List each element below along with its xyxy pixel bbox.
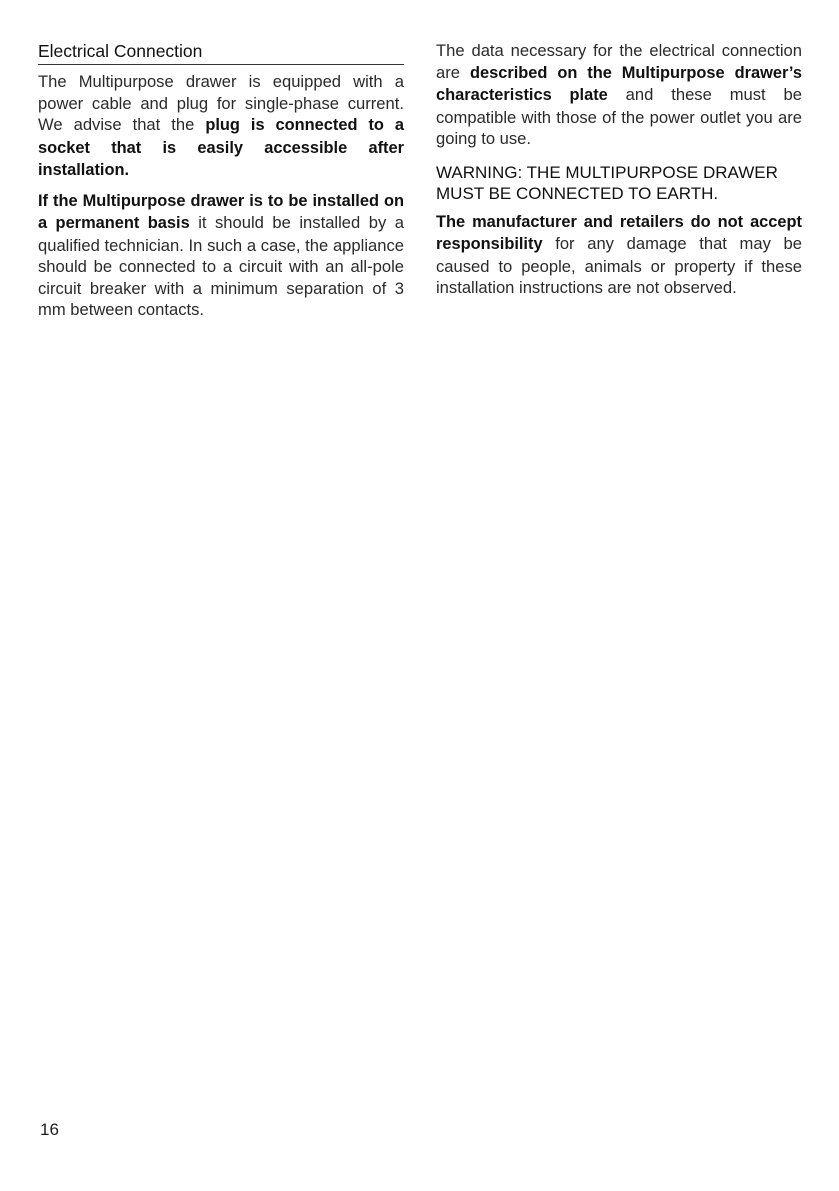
page-number: 16 [40,1120,59,1139]
left-column [38,40,404,329]
permanent-install-text: it should be installed by a qualified technician. In such a case, the appliance should be connected to a circuit with an all-pole circuit breaker with a minimum separation of 3 mm between contacts. [38,213,405,319]
characteristics-plate-paragraph [436,40,802,150]
power-cable-paragraph [38,71,404,182]
power-cable-text: The Multipurpose drawer is equipped with a power cable and plug for single-phase current. We advise that the [38,72,404,134]
responsibility-text: for any damage that may be caused to people, animals or property if these installation instructions are not observed. [436,234,802,297]
permanent-install-emphasis: If the Multipurpose drawer is to be installed on a permanent basis [38,191,404,232]
permanent-install-paragraph [38,190,404,321]
responsibility-emphasis: The manufacturer and retailers do not accept responsibility [436,212,802,253]
plug-accessible-emphasis: plug is connected to a socket that is easily accessible after installation. [38,116,404,179]
section-title: Electrical Connection [38,40,404,65]
earth-warning: WARNING: THE MULTIPURPOSE DRAWER MUST BE CONNECTED TO EARTH. [436,162,778,203]
right-column [436,40,802,307]
connection-data-text: The data necessary for the electrical connection are [436,41,802,82]
characteristics-plate-emphasis: described on the Multipurpose drawer’s characteristics plate [436,63,802,104]
compatibility-text: and these must be compatible with those of the power outlet you are going to use. [436,85,802,148]
responsibility-paragraph [436,211,802,299]
